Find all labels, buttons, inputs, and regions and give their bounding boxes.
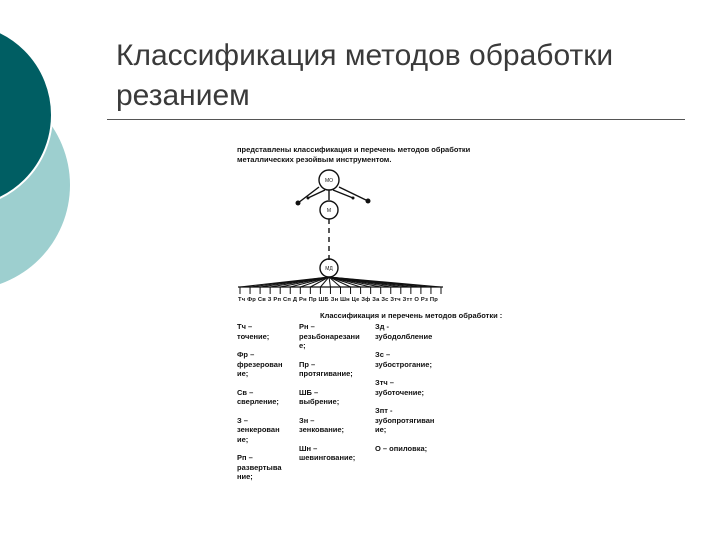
method-codes-row: Тч Фр Св З Рп Сп Д Рн Пр ШБ Зн Шн Це Зф За Зс Зтч Зтт О Рз Пр (238, 297, 438, 303)
method-item (299, 360, 369, 379)
method-desc: развертыва (237, 462, 282, 472)
method-code: Пр – (299, 359, 316, 369)
method-desc: зенкерован (237, 425, 280, 434)
method-code: О – опиловка; (375, 443, 428, 453)
method-desc: ие; (237, 434, 249, 444)
method-desc: выбрение; (299, 397, 340, 406)
method-desc: ие; (237, 369, 249, 378)
method-item (299, 416, 369, 435)
method-desc: сверление; (237, 397, 279, 406)
method-item (237, 453, 293, 482)
method-desc: ние; (237, 472, 253, 481)
method-desc: зенкование; (299, 425, 345, 434)
method-item (299, 444, 369, 463)
method-desc: фрезерован (237, 359, 283, 369)
method-item (237, 388, 293, 407)
leaf-dot (366, 199, 371, 204)
method-code: Св – (237, 387, 254, 397)
method-item (237, 350, 293, 379)
method-item (375, 444, 445, 454)
node-label-lower: МД (325, 266, 333, 272)
method-item (299, 322, 369, 351)
method-item (375, 406, 445, 435)
intro-line: представлены классификация и перечень методов обработки (237, 145, 471, 154)
method-desc: зубопротягиван (375, 415, 435, 425)
method-code: З – (237, 415, 248, 425)
method-item (375, 350, 445, 369)
title-divider (107, 119, 685, 120)
node-label-middle: М (326, 208, 332, 214)
intro-line: металлических резойвым инструментом. (237, 155, 392, 164)
method-desc: зубострогание; (375, 359, 432, 369)
methods-column (375, 322, 445, 462)
slide-title: Классификация методов обработки резанием (116, 39, 614, 112)
method-desc: зуботочение; (375, 387, 425, 397)
method-desc: ие; (375, 425, 387, 434)
method-item (375, 322, 445, 341)
method-desc: зубодолбление (375, 331, 433, 341)
method-item (375, 378, 445, 397)
method-code: Тч – (237, 322, 253, 331)
method-code: Зпт - (375, 406, 393, 415)
method-code: Шн – (299, 443, 318, 453)
method-desc: точение; (237, 331, 270, 341)
diagram-intro (237, 145, 557, 165)
leaf-dot (352, 197, 355, 200)
method-code: Рн – (299, 322, 315, 331)
methods-column (299, 322, 369, 472)
method-code: ШБ – (299, 387, 319, 397)
method-item (237, 322, 293, 341)
tree-edge (333, 190, 353, 198)
methods-column (237, 322, 293, 491)
method-code: Зд - (375, 322, 390, 331)
method-code: Зс – (375, 350, 391, 359)
classification-tree (228, 165, 468, 305)
node-label-root: МО (324, 178, 334, 184)
method-code: Фр – (237, 350, 255, 359)
methods-subheading: Классификация и перечень методов обработки : (320, 311, 503, 320)
method-code: Рп – (237, 453, 253, 462)
method-item (299, 388, 369, 407)
method-desc: е; (299, 341, 306, 350)
method-desc: протягивание; (299, 369, 353, 378)
method-code: Зтч – (375, 378, 394, 387)
method-code: Зн – (299, 415, 315, 425)
leaf-dot (307, 197, 310, 200)
leaf-dot (296, 201, 301, 206)
method-item (237, 416, 293, 445)
method-desc: шевингование; (299, 453, 356, 462)
method-desc: резьбонарезани (299, 331, 360, 341)
